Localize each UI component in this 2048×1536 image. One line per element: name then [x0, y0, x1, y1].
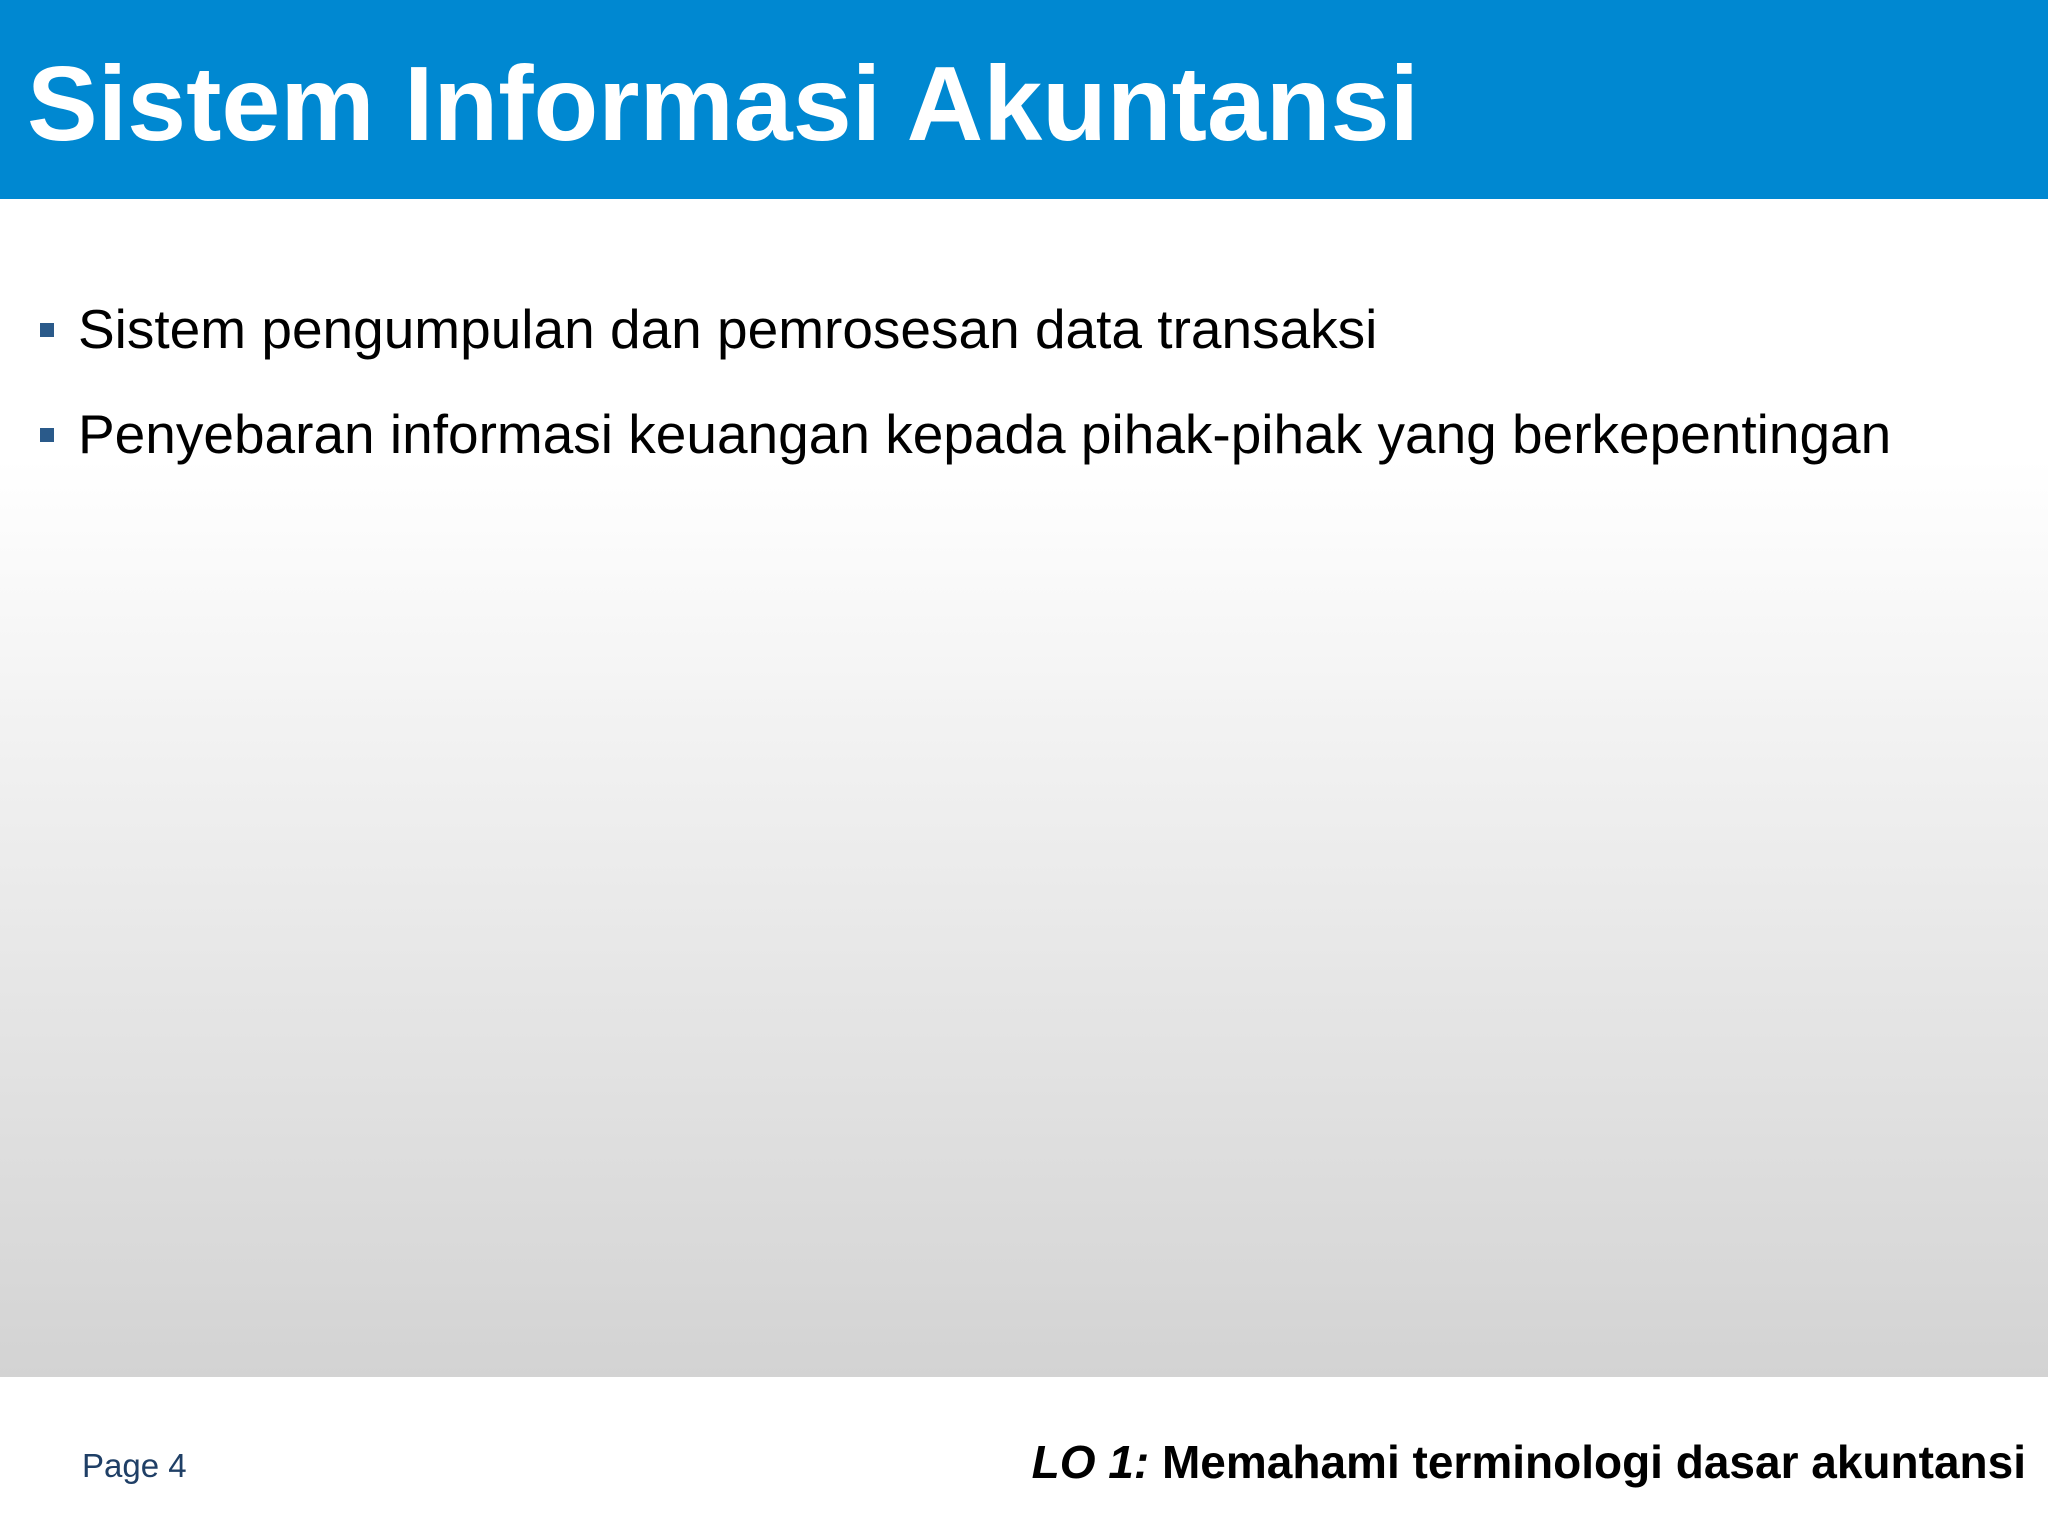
learning-objective: [1032, 1434, 2026, 1490]
title-bar: [0, 0, 2048, 199]
bullet-item: [78, 400, 1946, 468]
slide-title: Sistem Informasi Akuntansi: [27, 45, 1420, 163]
learning-objective-prefix: LO 1:: [1031, 1436, 1150, 1488]
bullet-text: Penyebaran informasi keuangan kepada pihak-pihak yang berkepentingan: [78, 403, 1892, 465]
square-bullet-icon: [40, 428, 54, 442]
bullet-item: [78, 295, 1946, 363]
page-number: Page 4: [82, 1447, 187, 1484]
learning-objective-text: Memahami terminologi dasar akuntansi: [1149, 1436, 2026, 1488]
content-area: [0, 199, 2048, 1377]
square-bullet-icon: [40, 323, 54, 337]
bullet-text: Sistem pengumpulan dan pemrosesan data transaksi: [78, 298, 1378, 360]
